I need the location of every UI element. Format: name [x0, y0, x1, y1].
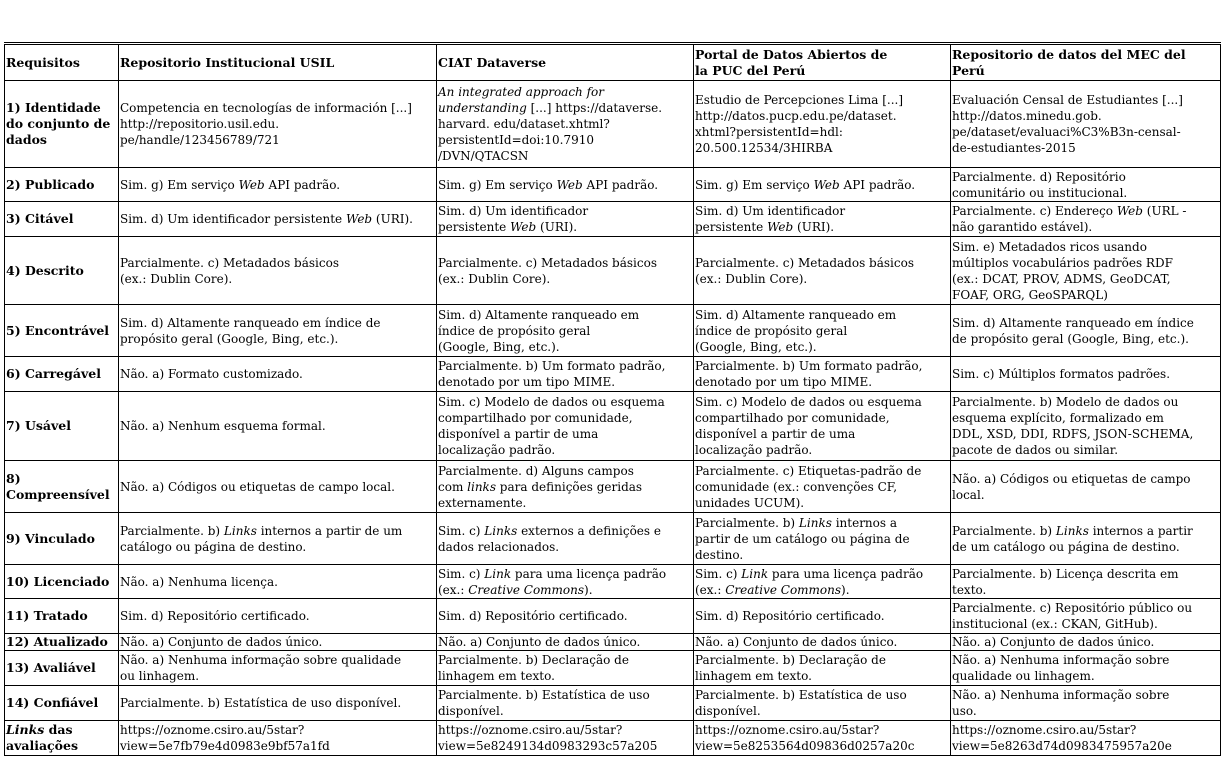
requirement-label: 1) Identidade do conjunto de dados — [5, 81, 119, 168]
table-row — [5, 513, 1221, 565]
cell-pucp: Parcialmente. c) Metadados básicos (ex.: Dublin Core). — [694, 237, 951, 305]
cell-mec: Parcialmente. b) Licença descrita em texto. — [951, 565, 1221, 599]
table-row — [5, 461, 1221, 513]
cell-mec: Parcialmente. b) Links internos a partir de um catálogo ou página de destino. — [951, 513, 1221, 565]
cell-mec: Não. a) Nenhuma informação sobre qualidade ou linhagem. — [951, 651, 1221, 686]
cell-usil: Sim. d) Altamente ranqueado em índice de propósito geral (Google, Bing, etc.). — [119, 305, 437, 357]
cell-ciat: Sim. c) Links externos a definições e dados relacionados. — [437, 513, 694, 565]
header-row — [5, 44, 1221, 81]
cell-mec: Não. a) Códigos ou etiquetas de campo local. — [951, 461, 1221, 513]
cell-mec: Parcialmente. c) Endereço Web (URL - não garantido estável). — [951, 202, 1221, 237]
cell-mec: Sim. e) Metadados ricos usando múltiplos vocabulários padrões RDF (ex.: DCAT, PROV, ADMS, GeoDCAT, FOAF, ORG, GeoSPARQL) — [951, 237, 1221, 305]
cell-usil: Não. a) Conjunto de dados único. — [119, 634, 437, 651]
cell-ciat: Sim. c) Modelo de dados ou esquema compartilhado por comunidade, disponível a partir de uma localização padrão. — [437, 392, 694, 461]
cell-mec: Sim. c) Múltiplos formatos padrões. — [951, 357, 1221, 392]
cell-ciat: Sim. d) Altamente ranqueado em índice de propósito geral (Google, Bing, etc.). — [437, 305, 694, 357]
requirement-label: 14) Confiável — [5, 686, 119, 721]
requirement-label: 2) Publicado — [5, 168, 119, 202]
requirement-label: 4) Descrito — [5, 237, 119, 305]
cell-pucp: Parcialmente. b) Estatística de uso disponível. — [694, 686, 951, 721]
cell-usil: Não. a) Nenhuma licença. — [119, 565, 437, 599]
cell-usil: Parcialmente. c) Metadados básicos (ex.: Dublin Core). — [119, 237, 437, 305]
table-row — [5, 686, 1221, 721]
cell-ciat: Parcialmente. b) Estatística de uso disponível. — [437, 686, 694, 721]
cell-ciat: https://oznome.csiro.au/5star? view=5e8249134d0983293c57a205 — [437, 721, 694, 756]
cell-usil: https://oznome.csiro.au/5star? view=5e7fb79e4d0983e9bf57a1fd — [119, 721, 437, 756]
cell-pucp: Sim. g) Em serviço Web API padrão. — [694, 168, 951, 202]
cell-ciat: Parcialmente. c) Metadados básicos (ex.: Dublin Core). — [437, 237, 694, 305]
cell-ciat: Parcialmente. d) Alguns campos com links para definições geridas externamente. — [437, 461, 694, 513]
cell-pucp: Sim. d) Um identificador persistente Web (URI). — [694, 202, 951, 237]
cell-usil: Parcialmente. b) Links internos a partir de um catálogo ou página de destino. — [119, 513, 437, 565]
cell-mec: Parcialmente. b) Modelo de dados ou esquema explícito, formalizado em DDL, XSD, DDI, RDFS, JSON-SCHEMA, pacote de dados ou similar. — [951, 392, 1221, 461]
cell-pucp: Sim. c) Link para uma licença padrão (ex.: Creative Commons). — [694, 565, 951, 599]
table-row — [5, 599, 1221, 634]
table-row — [5, 81, 1221, 168]
cell-mec: Parcialmente. d) Repositório comunitário ou institucional. — [951, 168, 1221, 202]
cell-usil: Sim. d) Repositório certificado. — [119, 599, 437, 634]
cell-ciat: An integrated approach for understanding [...] https://dataverse. harvard. edu/dataset.xhtml? persistentId=doi:10.7910 /DVN/QTACSN — [437, 81, 694, 168]
cell-mec: Sim. d) Altamente ranqueado em índice de propósito geral (Google, Bing, etc.). — [951, 305, 1221, 357]
cell-ciat: Sim. d) Repositório certificado. — [437, 599, 694, 634]
requirement-label: 7) Usável — [5, 392, 119, 461]
comparison-table — [4, 42, 1221, 756]
cell-usil: Parcialmente. b) Estatística de uso disponível. — [119, 686, 437, 721]
cell-usil: Sim. g) Em serviço Web API padrão. — [119, 168, 437, 202]
table-row — [5, 392, 1221, 461]
requirement-label: 12) Atualizado — [5, 634, 119, 651]
requirement-label: 9) Vinculado — [5, 513, 119, 565]
header-mec: Repositorio de datos del MEC del Perú — [951, 44, 1221, 81]
requirement-label: 10) Licenciado — [5, 565, 119, 599]
cell-ciat: Sim. d) Um identificador persistente Web (URI). — [437, 202, 694, 237]
cell-ciat: Parcialmente. b) Declaração de linhagem em texto. — [437, 651, 694, 686]
header-pucp: Portal de Datos Abiertos de la PUC del Perú — [694, 44, 951, 81]
cell-pucp: Sim. d) Repositório certificado. — [694, 599, 951, 634]
cell-mec: Não. a) Conjunto de dados único. — [951, 634, 1221, 651]
cell-mec: Evaluación Censal de Estudiantes [...] http://datos.minedu.gob. pe/dataset/evaluaci%C3%B3n-censal- de-estudiantes-2015 — [951, 81, 1221, 168]
cell-mec: Não. a) Nenhuma informação sobre uso. — [951, 686, 1221, 721]
cell-usil: Sim. d) Um identificador persistente Web (URI). — [119, 202, 437, 237]
cell-usil: Competencia en tecnologías de información [...] http://repositorio.usil.edu. pe/handle/123456789/721 — [119, 81, 437, 168]
cell-pucp: Parcialmente. b) Links internos a partir de um catálogo ou página de destino. — [694, 513, 951, 565]
requirement-label: Links das avaliações — [5, 721, 119, 756]
requirement-label: 8) Compreensível — [5, 461, 119, 513]
table-row — [5, 357, 1221, 392]
cell-usil: Não. a) Nenhum esquema formal. — [119, 392, 437, 461]
header-usil: Repositorio Institucional USIL — [119, 44, 437, 81]
table-row — [5, 721, 1221, 756]
cell-usil: Não. a) Nenhuma informação sobre qualidade ou linhagem. — [119, 651, 437, 686]
cell-usil: Não. a) Formato customizado. — [119, 357, 437, 392]
cell-pucp: Estudio de Percepciones Lima [...] http://datos.pucp.edu.pe/dataset. xhtml?persistentId=hdl: 20.500.12534/3HIRBA — [694, 81, 951, 168]
requirement-label: 5) Encontrável — [5, 305, 119, 357]
table-row — [5, 202, 1221, 237]
requirement-label: 6) Carregável — [5, 357, 119, 392]
table-row — [5, 565, 1221, 599]
cell-mec: https://oznome.csiro.au/5star? view=5e8263d74d0983475957a20e — [951, 721, 1221, 756]
cell-mec: Parcialmente. c) Repositório público ou institucional (ex.: CKAN, GitHub). — [951, 599, 1221, 634]
cell-ciat: Não. a) Conjunto de dados único. — [437, 634, 694, 651]
cell-ciat: Parcialmente. b) Um formato padrão, denotado por um tipo MIME. — [437, 357, 694, 392]
cell-pucp: Parcialmente. b) Declaração de linhagem em texto. — [694, 651, 951, 686]
cell-pucp: Sim. c) Modelo de dados ou esquema compartilhado por comunidade, disponível a partir de uma localização padrão. — [694, 392, 951, 461]
table-row — [5, 634, 1221, 651]
requirement-label: 3) Citável — [5, 202, 119, 237]
cell-usil: Não. a) Códigos ou etiquetas de campo local. — [119, 461, 437, 513]
cell-ciat: Sim. g) Em serviço Web API padrão. — [437, 168, 694, 202]
table-row — [5, 237, 1221, 305]
header-requisitos: Requisitos — [5, 44, 119, 81]
cell-pucp: https://oznome.csiro.au/5star? view=5e8253564d09836d0257a20c — [694, 721, 951, 756]
cell-pucp: Não. a) Conjunto de dados único. — [694, 634, 951, 651]
table-row — [5, 305, 1221, 357]
table-row — [5, 168, 1221, 202]
requirement-label: 13) Avaliável — [5, 651, 119, 686]
header-ciat: CIAT Dataverse — [437, 44, 694, 81]
cell-pucp: Parcialmente. b) Um formato padrão, denotado por um tipo MIME. — [694, 357, 951, 392]
cell-ciat: Sim. c) Link para uma licença padrão (ex.: Creative Commons). — [437, 565, 694, 599]
table-row — [5, 651, 1221, 686]
cell-pucp: Sim. d) Altamente ranqueado em índice de propósito geral (Google, Bing, etc.). — [694, 305, 951, 357]
comparison-sheet — [4, 42, 1220, 756]
requirement-label: 11) Tratado — [5, 599, 119, 634]
cell-pucp: Parcialmente. c) Etiquetas-padrão de comunidade (ex.: convenções CF, unidades UCUM). — [694, 461, 951, 513]
